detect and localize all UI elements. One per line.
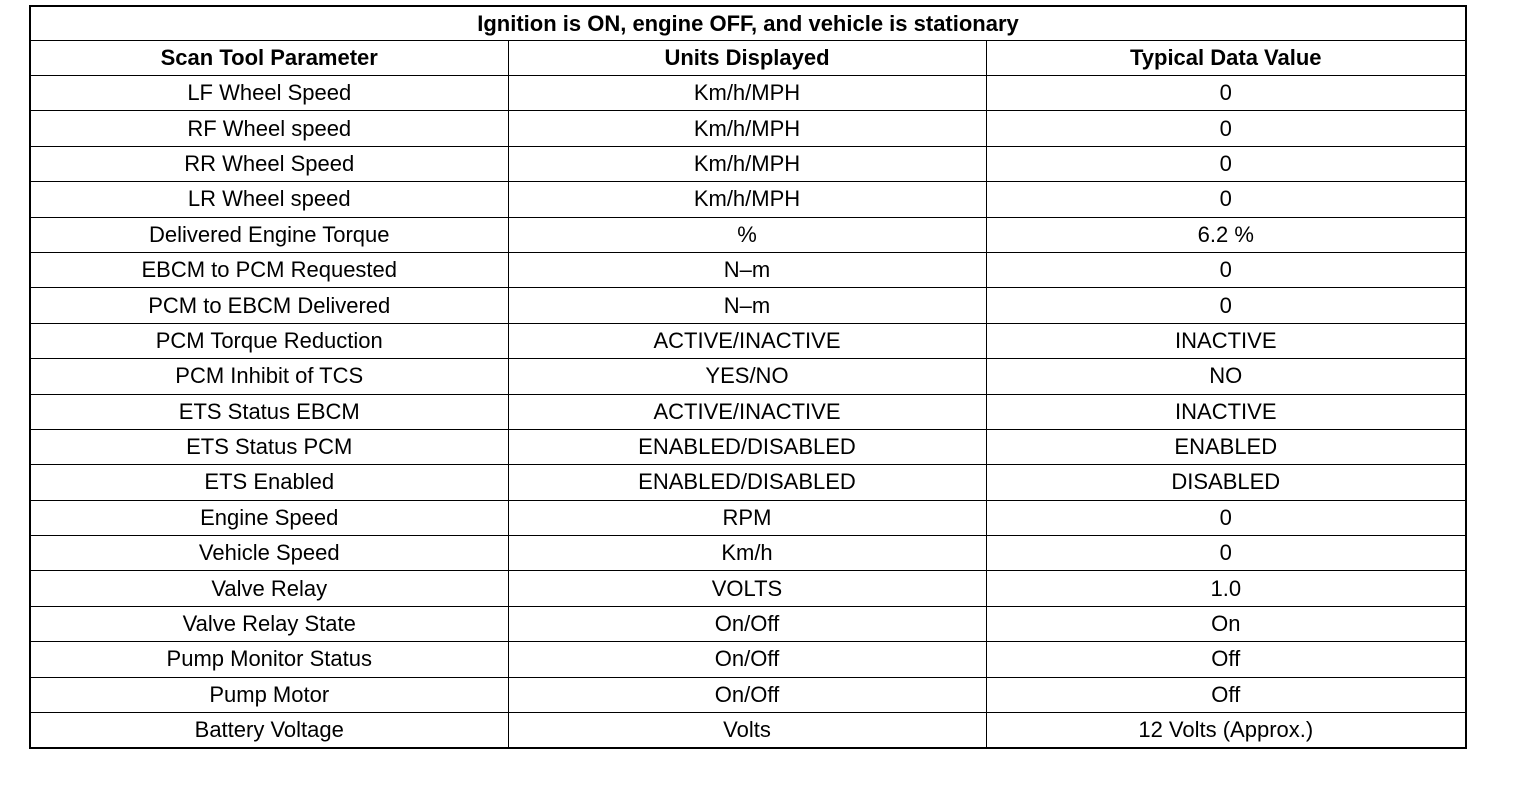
table-row <box>30 642 1466 677</box>
typical-value-cell: 1.0 <box>986 571 1466 606</box>
units-cell: Volts <box>508 713 986 749</box>
units-cell: ENABLED/DISABLED <box>508 429 986 464</box>
parameter-cell: Delivered Engine Torque <box>30 217 508 252</box>
column-header-parameter: Scan Tool Parameter <box>30 41 508 76</box>
parameter-cell: LR Wheel speed <box>30 182 508 217</box>
parameter-cell: RR Wheel Speed <box>30 146 508 181</box>
typical-value-cell: 0 <box>986 500 1466 535</box>
table-header-row <box>30 41 1466 76</box>
units-cell: N–m <box>508 252 986 287</box>
typical-value-cell: 0 <box>986 252 1466 287</box>
parameter-cell: ETS Status PCM <box>30 429 508 464</box>
parameter-cell: LF Wheel Speed <box>30 76 508 111</box>
table-row <box>30 394 1466 429</box>
typical-value-cell: INACTIVE <box>986 323 1466 358</box>
table-row <box>30 571 1466 606</box>
typical-value-cell: ENABLED <box>986 429 1466 464</box>
table-row <box>30 111 1466 146</box>
units-cell: Km/h/MPH <box>508 182 986 217</box>
units-cell: ACTIVE/INACTIVE <box>508 394 986 429</box>
typical-value-cell: 0 <box>986 76 1466 111</box>
units-cell: On/Off <box>508 642 986 677</box>
column-header-typical-value: Typical Data Value <box>986 41 1466 76</box>
typical-value-cell: 0 <box>986 111 1466 146</box>
typical-value-cell: INACTIVE <box>986 394 1466 429</box>
parameter-cell: Pump Monitor Status <box>30 642 508 677</box>
table-row <box>30 252 1466 287</box>
units-cell: YES/NO <box>508 359 986 394</box>
table-row <box>30 500 1466 535</box>
typical-value-cell: 6.2 % <box>986 217 1466 252</box>
table-row <box>30 677 1466 712</box>
typical-value-cell: Off <box>986 677 1466 712</box>
table-row <box>30 713 1466 749</box>
parameter-cell: RF Wheel speed <box>30 111 508 146</box>
scan-tool-data-table <box>29 5 1467 749</box>
table-row <box>30 323 1466 358</box>
units-cell: On/Off <box>508 677 986 712</box>
typical-value-cell: 12 Volts (Approx.) <box>986 713 1466 749</box>
units-cell: RPM <box>508 500 986 535</box>
typical-value-cell: 0 <box>986 288 1466 323</box>
table-row <box>30 606 1466 641</box>
table-row <box>30 465 1466 500</box>
parameter-cell: EBCM to PCM Requested <box>30 252 508 287</box>
units-cell: ACTIVE/INACTIVE <box>508 323 986 358</box>
table-row <box>30 536 1466 571</box>
units-cell: On/Off <box>508 606 986 641</box>
column-header-units: Units Displayed <box>508 41 986 76</box>
parameter-cell: ETS Enabled <box>30 465 508 500</box>
typical-value-cell: NO <box>986 359 1466 394</box>
units-cell: VOLTS <box>508 571 986 606</box>
parameter-cell: ETS Status EBCM <box>30 394 508 429</box>
units-cell: Km/h <box>508 536 986 571</box>
units-cell: Km/h/MPH <box>508 146 986 181</box>
parameter-cell: Pump Motor <box>30 677 508 712</box>
table-row <box>30 217 1466 252</box>
typical-value-cell: 0 <box>986 536 1466 571</box>
table-row <box>30 288 1466 323</box>
units-cell: Km/h/MPH <box>508 111 986 146</box>
parameter-cell: PCM to EBCM Delivered <box>30 288 508 323</box>
typical-value-cell: 0 <box>986 146 1466 181</box>
table-row <box>30 76 1466 111</box>
parameter-cell: Battery Voltage <box>30 713 508 749</box>
scan-data-sheet <box>29 5 1465 749</box>
units-cell: % <box>508 217 986 252</box>
units-cell: Km/h/MPH <box>508 76 986 111</box>
table-row <box>30 359 1466 394</box>
parameter-cell: Engine Speed <box>30 500 508 535</box>
parameter-cell: Vehicle Speed <box>30 536 508 571</box>
parameter-cell: PCM Inhibit of TCS <box>30 359 508 394</box>
table-title-row <box>30 6 1466 41</box>
parameter-cell: PCM Torque Reduction <box>30 323 508 358</box>
typical-value-cell: Off <box>986 642 1466 677</box>
table-title: Ignition is ON, engine OFF, and vehicle is stationary <box>30 6 1466 41</box>
table-row <box>30 182 1466 217</box>
units-cell: N–m <box>508 288 986 323</box>
typical-value-cell: DISABLED <box>986 465 1466 500</box>
parameter-cell: Valve Relay State <box>30 606 508 641</box>
parameter-cell: Valve Relay <box>30 571 508 606</box>
table-body <box>30 76 1466 749</box>
table-row <box>30 146 1466 181</box>
typical-value-cell: On <box>986 606 1466 641</box>
typical-value-cell: 0 <box>986 182 1466 217</box>
table-row <box>30 429 1466 464</box>
units-cell: ENABLED/DISABLED <box>508 465 986 500</box>
